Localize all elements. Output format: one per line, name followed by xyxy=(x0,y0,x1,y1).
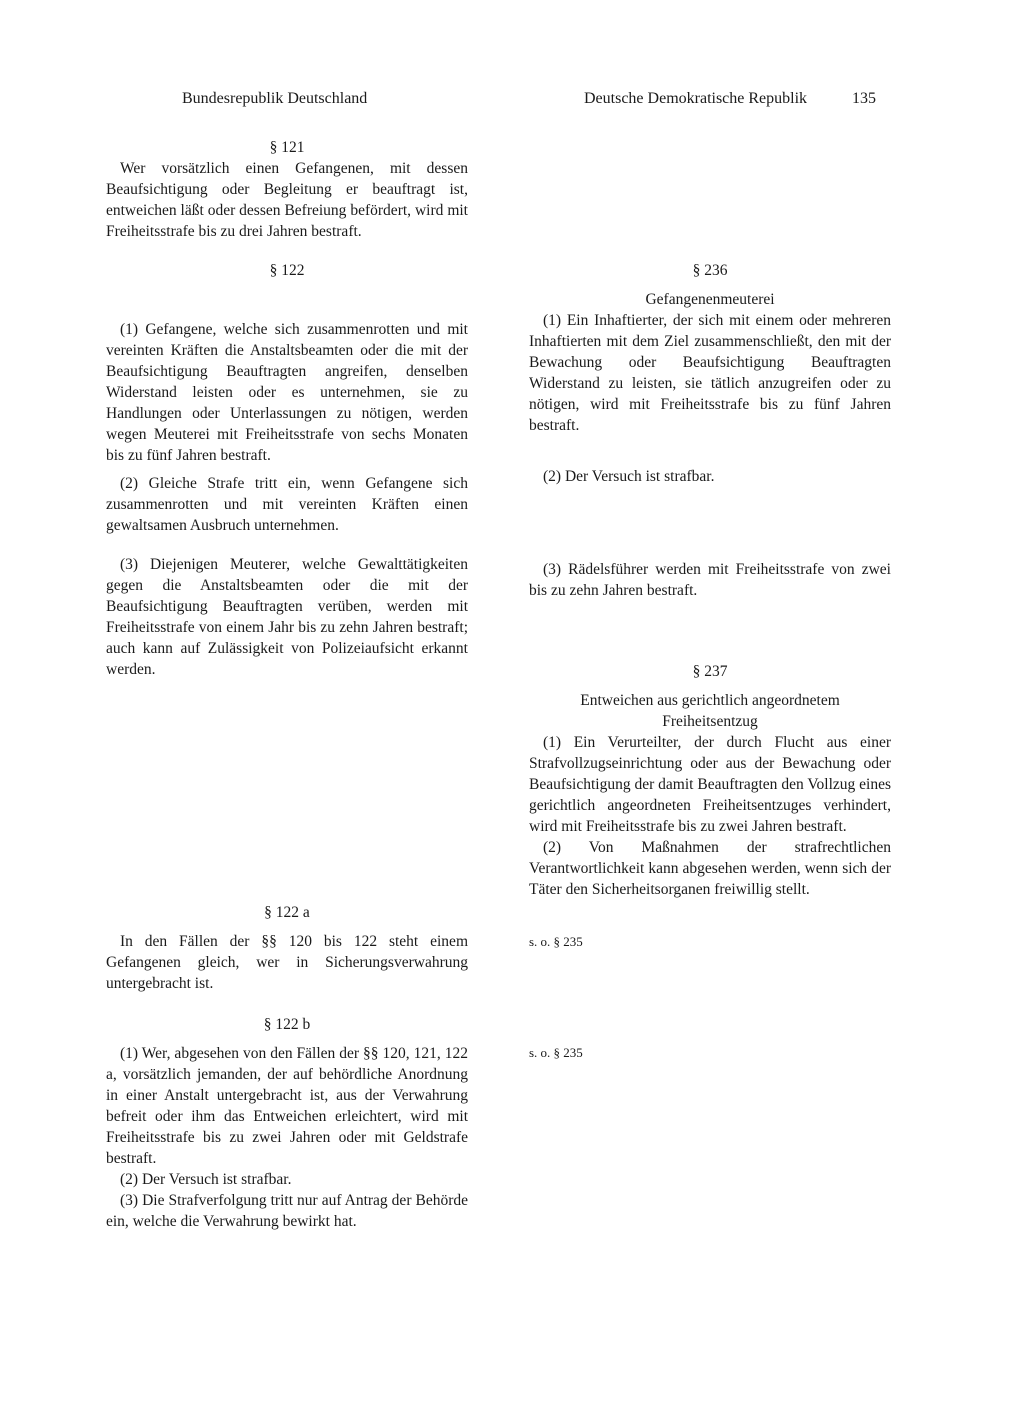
section-236 xyxy=(529,260,891,436)
section-236-paragraph-3 xyxy=(529,559,891,601)
section-heading-line-2: Freiheitsentzug xyxy=(662,713,758,730)
paragraph: (3) Die Strafverfolgung tritt nur auf Antrag der Behörde ein, welche die Verwahrung bewirkt hat. xyxy=(106,1192,468,1230)
paragraph: (3) Rädelsführer werden mit Freiheitsstrafe von zwei bis zu zehn Jahren bestraft. xyxy=(529,561,891,599)
cross-reference: s. o. § 235 xyxy=(529,934,583,949)
section-title: § 122 b xyxy=(263,1016,311,1033)
section-121 xyxy=(106,137,468,242)
section-122b xyxy=(106,1014,468,1232)
page-number: 135 xyxy=(852,90,876,107)
paragraph: (2) Der Versuch ist strafbar. xyxy=(120,1171,292,1188)
section-122-paragraph-2 xyxy=(106,473,468,536)
paragraph: (3) Diejenigen Meuterer, welche Gewalttätigkeiten gegen die Anstaltsbeamten oder die mit der Beaufsichtigung Beauftragten verüben, werden mit Freiheitsstrafe von einem Jahr bis zu zehn Jahren bestraft; auch kann auf Zulässigkeit von Polizeiaufsicht erkannt werden. xyxy=(106,556,468,678)
paragraph: (1) Gefangene, welche sich zusammenrotten und mit vereinten Kräften die Anstaltsbeamten oder die mit der Beaufsichtigung Beauftragten angreifen, denselben Widerstand leisten oder es unternehmen, sie zu Handlungen oder Unterlassungen zu nötigen, werden wegen Meuterei mit Freiheitsstrafe von sechs Monaten bis zu fünf Jahren bestraft. xyxy=(106,321,468,464)
section-122a xyxy=(106,902,468,994)
section-text: Wer vorsätzlich einen Gefangenen, mit dessen Beaufsichtigung oder Begleitung er beauftragt ist, entweichen läßt oder dessen Befreiung befördert, wird mit Freiheitsstrafe bis zu drei Jahren bestraft. xyxy=(106,160,468,240)
section-237 xyxy=(529,661,891,900)
paragraph: (2) Der Versuch ist strafbar. xyxy=(543,468,715,485)
section-122-title xyxy=(106,260,468,281)
section-title: § 237 xyxy=(692,663,728,680)
cross-reference: s. o. § 235 xyxy=(529,1045,583,1060)
section-122-paragraph-3 xyxy=(106,554,468,680)
section-text: In den Fällen der §§ 120 bis 122 steht einem Gefangenen gleich, wer in Sicherungsverwahrung untergebracht ist. xyxy=(106,933,468,992)
section-heading-line-1: Entweichen aus gerichtlich angeordnetem xyxy=(580,692,840,709)
section-title: § 236 xyxy=(692,262,728,279)
section-title: § 122 xyxy=(269,262,305,279)
section-title: § 121 xyxy=(269,139,305,156)
section-heading: Gefangenenmeuterei xyxy=(645,291,775,308)
paragraph: (1) Ein Verurteilter, der durch Flucht aus einer Strafvollzugseinrichtung oder aus der Bewachung oder Beaufsichtigung der damit Beauftragten den Vollzug eines gerichtlich angeordneten Freiheitsentzuges verhindert, wird mit Freiheitsstrafe bis zu zwei Jahren bestraft. xyxy=(529,734,891,835)
paragraph: (1) Wer, abgesehen von den Fällen der §§ 120, 121, 122 a, vorsätzlich jemanden, der auf behördliche Anordnung in einer Anstalt untergebracht ist, aus der Verwahrung befreit oder ihm das Entweichen erleichtert, wird mit Freiheitsstrafe bis zu zwei Jahren oder mit Geldstrafe bestraft. xyxy=(106,1045,468,1167)
paragraph: (2) Gleiche Strafe tritt ein, wenn Gefangene sich zusammenrotten und mit vereinten Kräften einen gewaltsamen Ausbruch unternehmen. xyxy=(106,475,468,534)
paragraph: (2) Von Maßnahmen der strafrechtlichen Verantwortlichkeit kann abgesehen werden, wenn sich der Täter den Sicherheitsorganen freiwillig stellt. xyxy=(529,839,891,898)
section-122-paragraph-1 xyxy=(106,319,468,466)
section-title: § 122 a xyxy=(264,904,310,921)
section-236-paragraph-2 xyxy=(529,466,891,487)
header-left: Bundesrepublik Deutschland xyxy=(182,90,368,107)
header-right: Deutsche Demokratische Republik xyxy=(584,90,808,107)
paragraph: (1) Ein Inhaftierter, der sich mit einem oder mehreren Inhaftierten mit dem Ziel zusammenschließt, den mit der Bewachung oder Beaufsichtigung Beauftragten Widerstand zu leisten, sie tätlich anzugreifen oder zu nötigen, wird mit Freiheitsstrafe bis zu fünf Jahren bestraft. xyxy=(529,312,891,434)
